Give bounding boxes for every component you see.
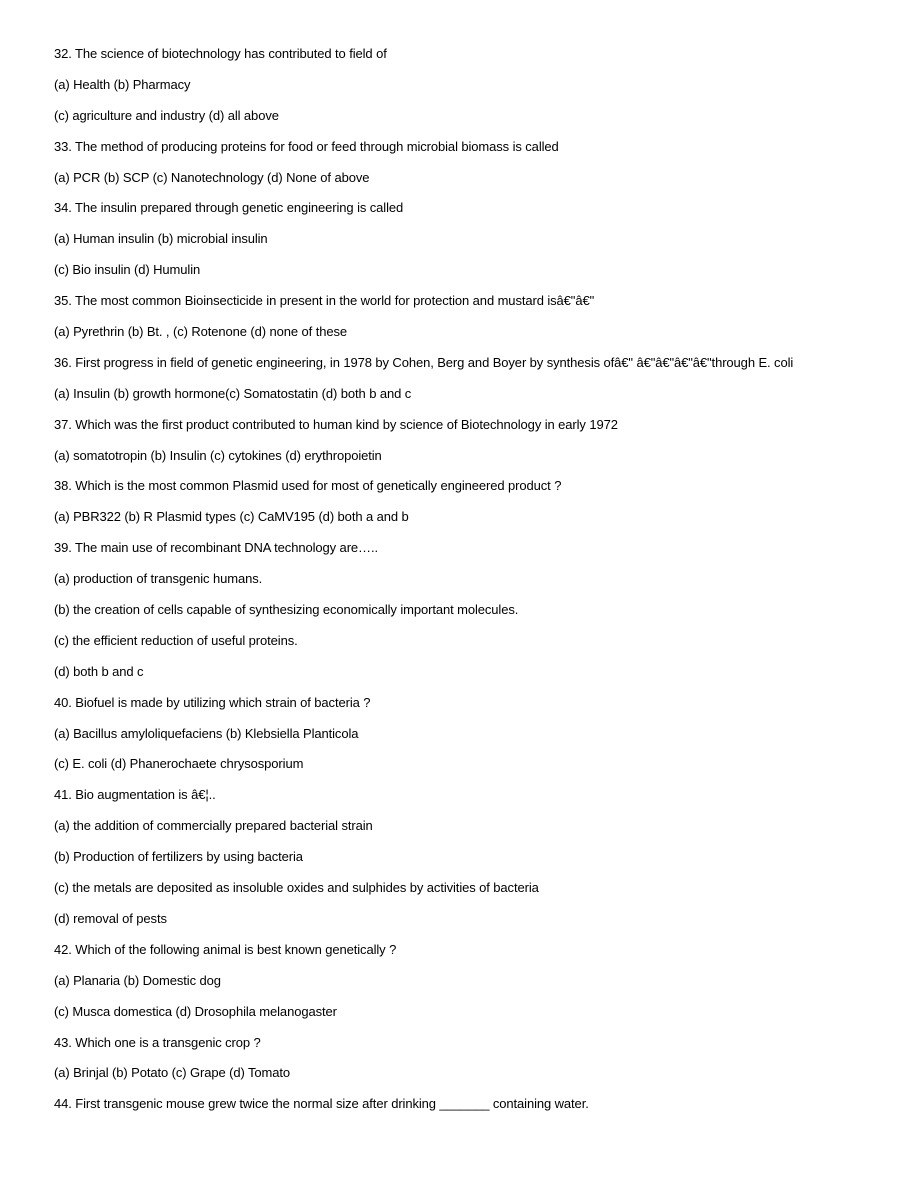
- question-35: 35. The most common Bioinsecticide in present in the world for protection and mustard isâ€"â€": [54, 293, 595, 309]
- question-42-options-cd: (c) Musca domestica (d) Drosophila melanogaster: [54, 1003, 337, 1019]
- question-41-option-a: (a) the addition of commercially prepared bacterial strain: [54, 818, 373, 834]
- question-32-options-ab: (a) Health (b) Pharmacy: [54, 76, 191, 92]
- question-38-options: (a) PBR322 (b) R Plasmid types (c) CaMV195 (d) both a and b: [54, 509, 409, 525]
- question-44: 44. First transgenic mouse grew twice the normal size after drinking _______ containing water.: [54, 1096, 589, 1112]
- question-32-options-cd: (c) agriculture and industry (d) all above: [54, 107, 279, 123]
- question-36: 36. First progress in field of genetic engineering, in 1978 by Cohen, Berg and Boyer by synthesis ofâ€" â€"â€"â€"â€"through E. coli: [54, 354, 794, 370]
- question-39-option-d: (d) both b and c: [54, 663, 144, 679]
- question-42: 42. Which of the following animal is best known genetically ?: [54, 941, 397, 957]
- question-35-options: (a) Pyrethrin (b) Bt. , (c) Rotenone (d) none of these: [54, 324, 348, 340]
- question-38: 38. Which is the most common Plasmid used for most of genetically engineered product ?: [54, 478, 562, 494]
- question-39-option-c: (c) the efficient reduction of useful proteins.: [54, 632, 298, 648]
- question-39-option-b: (b) the creation of cells capable of synthesizing economically important molecules.: [54, 602, 519, 618]
- question-41: 41. Bio augmentation is â€¦..: [54, 787, 216, 803]
- question-39: 39. The main use of recombinant DNA technology are…..: [54, 540, 378, 556]
- question-40-options-cd: (c) E. coli (d) Phanerochaete chrysosporium: [54, 756, 304, 772]
- question-43: 43. Which one is a transgenic crop ?: [54, 1034, 261, 1050]
- question-40-options-ab: (a) Bacillus amyloliquefaciens (b) Klebsiella Planticola: [54, 725, 359, 741]
- question-42-options-ab: (a) Planaria (b) Domestic dog: [54, 972, 221, 988]
- question-41-option-b: (b) Production of fertilizers by using bacteria: [54, 849, 303, 865]
- question-34-options-ab: (a) Human insulin (b) microbial insulin: [54, 231, 268, 247]
- question-37: 37. Which was the first product contributed to human kind by science of Biotechnology in early 1972: [54, 416, 618, 432]
- question-43-options: (a) Brinjal (b) Potato (c) Grape (d) Tomato: [54, 1065, 291, 1081]
- question-34: 34. The insulin prepared through genetic engineering is called: [54, 200, 404, 216]
- question-37-options: (a) somatotropin (b) Insulin (c) cytokines (d) erythropoietin: [54, 447, 382, 463]
- question-41-option-d: (d) removal of pests: [54, 910, 167, 926]
- question-41-option-c: (c) the metals are deposited as insoluble oxides and sulphides by activities of bacteria: [54, 880, 539, 896]
- question-39-option-a: (a) production of transgenic humans.: [54, 571, 263, 587]
- document-page: [54, 46, 844, 1127]
- question-34-options-cd: (c) Bio insulin (d) Humulin: [54, 262, 201, 278]
- question-32: 32. The science of biotechnology has contributed to field of: [54, 46, 387, 61]
- question-33: 33. The method of producing proteins for food or feed through microbial biomass is called: [54, 138, 559, 154]
- question-33-options: (a) PCR (b) SCP (c) Nanotechnology (d) None of above: [54, 169, 370, 185]
- question-36-options: (a) Insulin (b) growth hormone(c) Somatostatin (d) both b and c: [54, 385, 412, 401]
- question-40: 40. Biofuel is made by utilizing which strain of bacteria ?: [54, 694, 371, 710]
